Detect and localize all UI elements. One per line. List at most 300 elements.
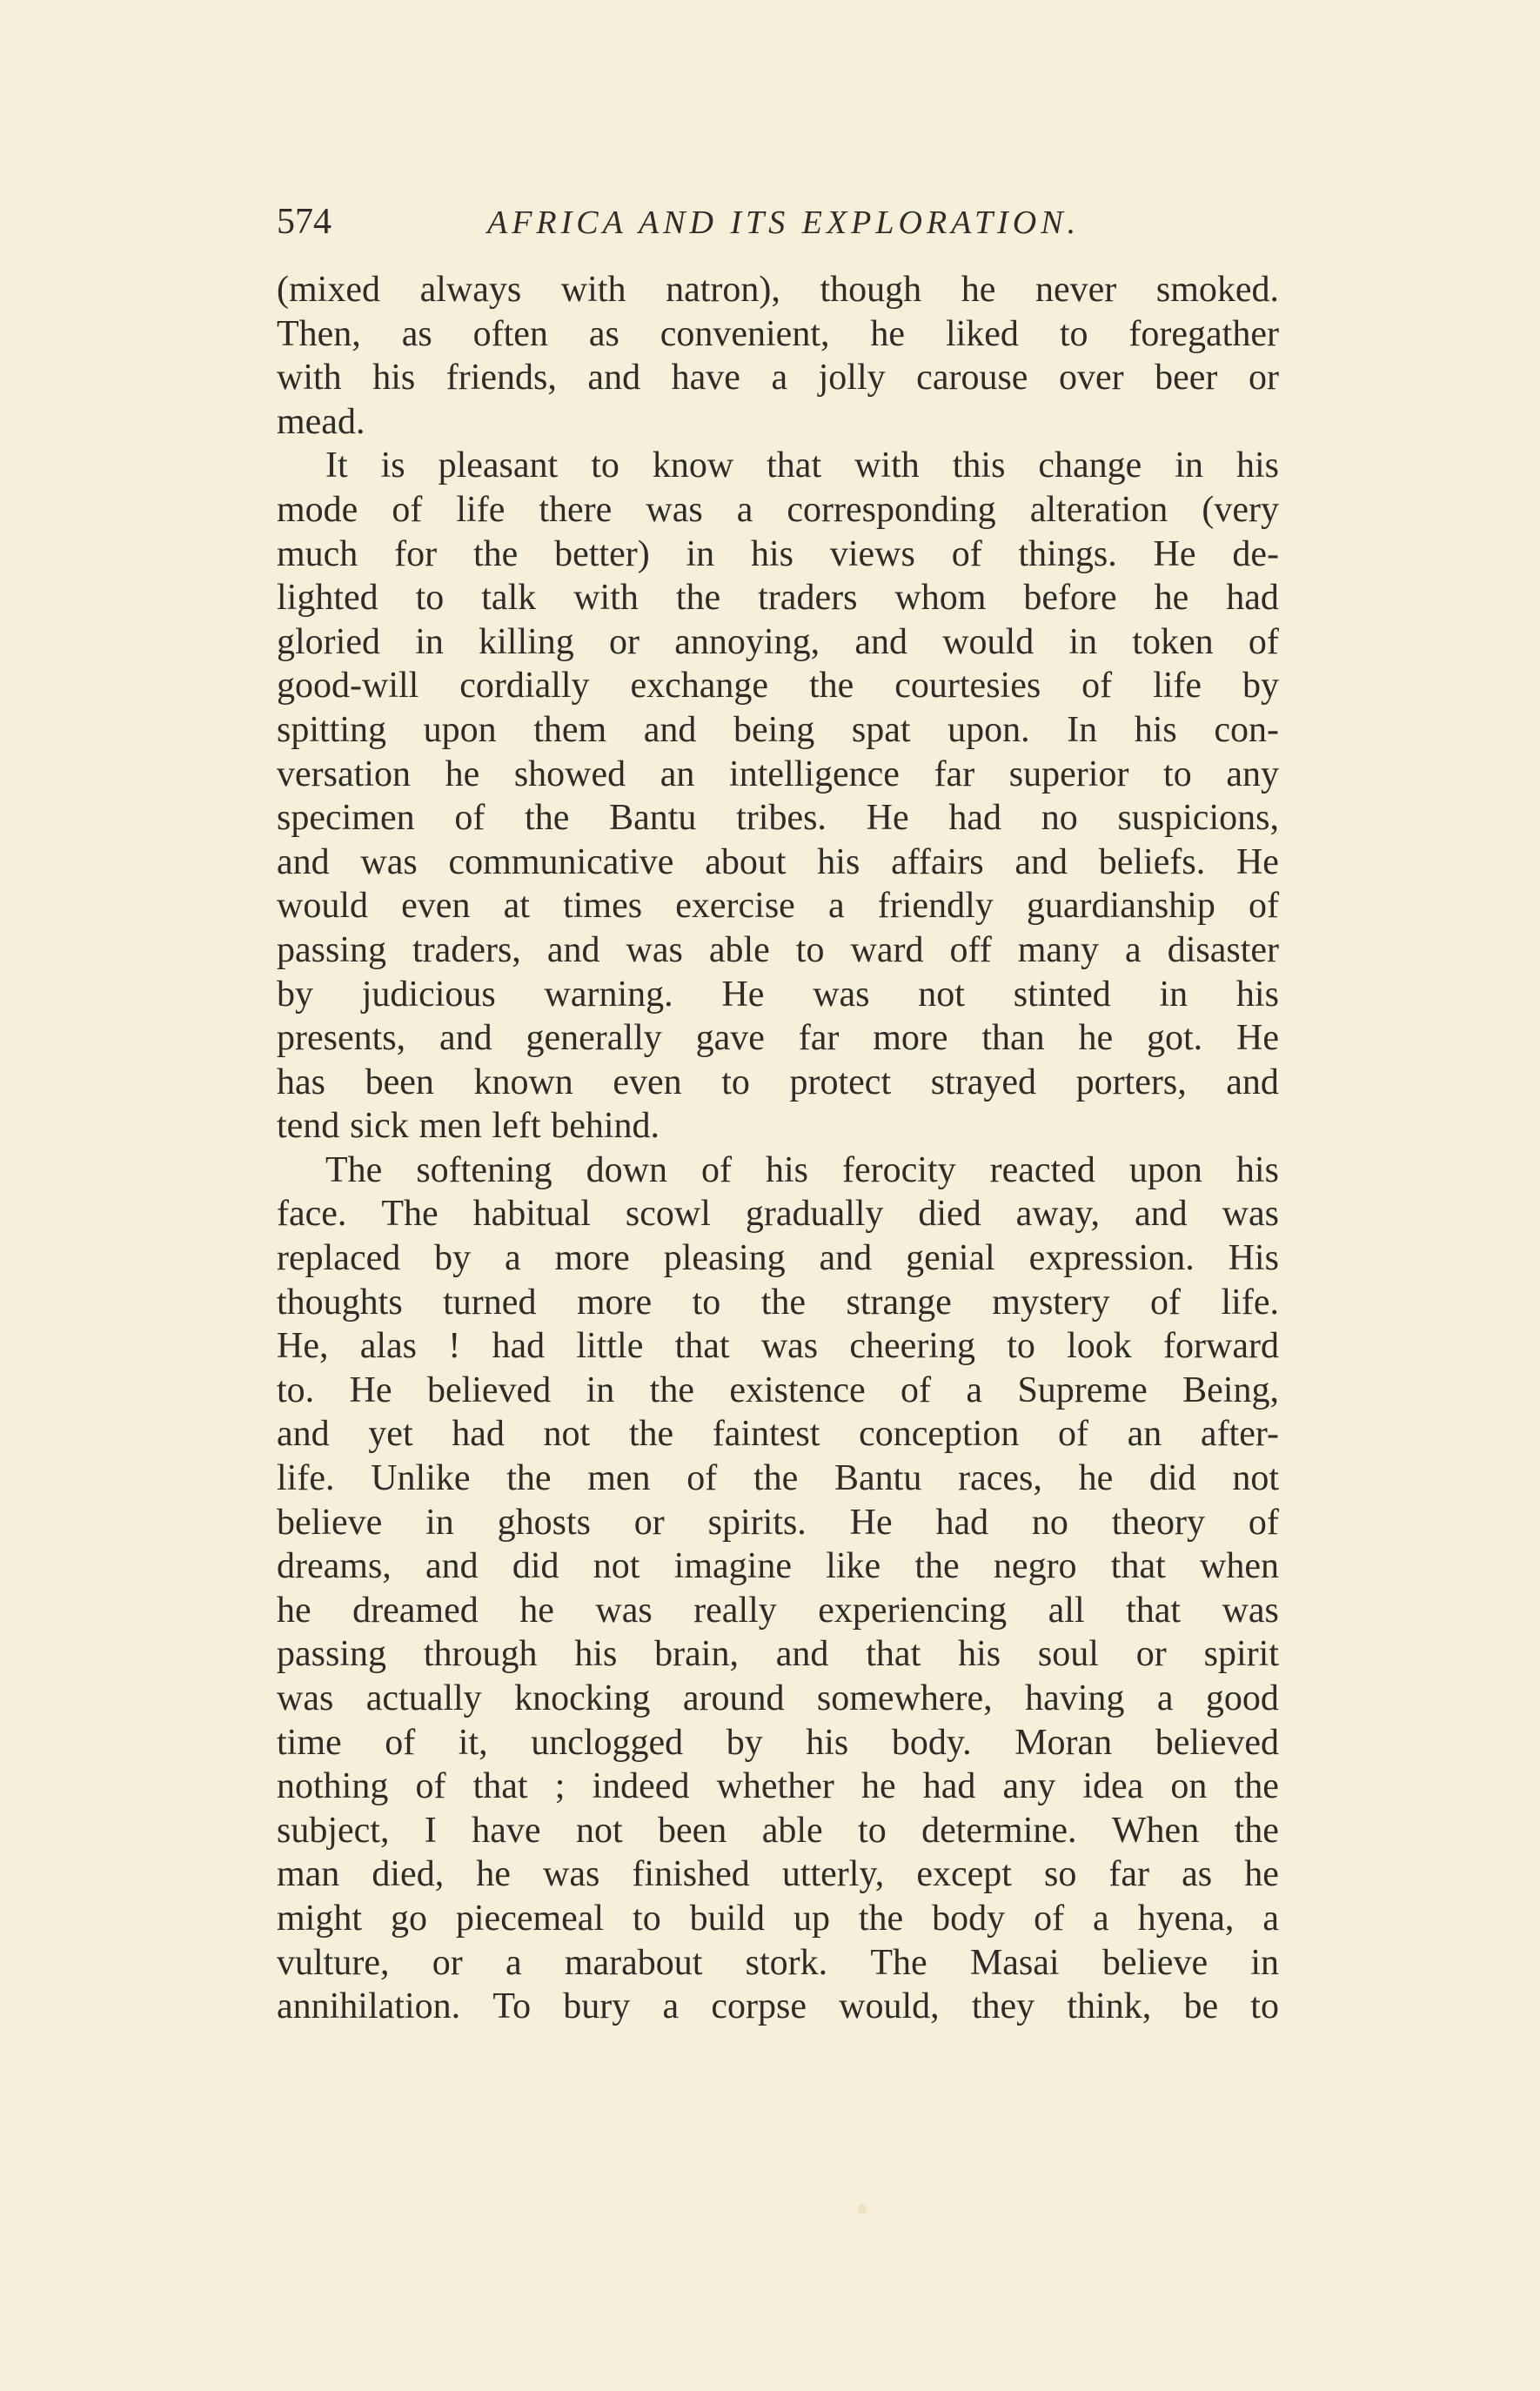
text-line bbox=[277, 1281, 1279, 1325]
word: no bbox=[1031, 1502, 1068, 1543]
word: imagine bbox=[673, 1546, 792, 1587]
word: presents, bbox=[277, 1018, 406, 1059]
text-line bbox=[277, 1809, 1279, 1853]
word: experiencing bbox=[818, 1590, 1008, 1631]
word: carouse bbox=[916, 358, 1028, 398]
word: he bbox=[1078, 1458, 1114, 1499]
word: more bbox=[873, 1018, 948, 1059]
word: strayed bbox=[930, 1062, 1036, 1102]
word: had bbox=[935, 1502, 989, 1543]
word: in bbox=[1068, 621, 1098, 662]
word: bury bbox=[563, 1986, 631, 2027]
word: marabout bbox=[564, 1942, 703, 1983]
word: able bbox=[761, 1810, 823, 1851]
word: an bbox=[660, 753, 695, 794]
word: thoughts bbox=[277, 1282, 403, 1323]
word: to bbox=[1250, 1986, 1279, 2027]
word: Masai bbox=[969, 1942, 1060, 1983]
word: porters, bbox=[1075, 1062, 1187, 1102]
word: not bbox=[543, 1414, 591, 1455]
word: His bbox=[1228, 1238, 1279, 1279]
word: after- bbox=[1200, 1414, 1279, 1455]
word: he bbox=[1078, 1018, 1114, 1059]
word: of bbox=[1150, 1282, 1182, 1323]
word: was bbox=[595, 1590, 653, 1631]
word: to bbox=[1007, 1326, 1035, 1367]
text-line bbox=[277, 268, 1279, 312]
word: it, bbox=[458, 1722, 488, 1763]
word: nothing bbox=[277, 1766, 389, 1807]
word: believed bbox=[1155, 1722, 1279, 1763]
word: softening bbox=[416, 1149, 552, 1190]
word: through bbox=[423, 1634, 538, 1675]
word: face. bbox=[277, 1194, 347, 1235]
word: foregather bbox=[1128, 313, 1279, 354]
word: much bbox=[277, 533, 358, 574]
word: he bbox=[860, 1766, 896, 1807]
word: change bbox=[1038, 445, 1142, 486]
word: The bbox=[325, 1149, 383, 1190]
word: he bbox=[445, 753, 480, 794]
word: liked bbox=[945, 313, 1019, 354]
word: and bbox=[277, 1414, 330, 1455]
word: little bbox=[576, 1326, 644, 1367]
word: in bbox=[415, 621, 444, 662]
word: be bbox=[1183, 1986, 1219, 2027]
word: that bbox=[674, 1326, 730, 1367]
word: time bbox=[277, 1722, 342, 1763]
word: and bbox=[425, 1546, 479, 1587]
word: to bbox=[721, 1062, 750, 1102]
word: times bbox=[563, 886, 643, 927]
word: of bbox=[686, 1458, 718, 1499]
word: with bbox=[277, 358, 342, 398]
word: habitual bbox=[472, 1194, 591, 1235]
word: no bbox=[1041, 798, 1078, 839]
word: might bbox=[277, 1898, 363, 1939]
word: was bbox=[543, 1854, 600, 1895]
word: having bbox=[1025, 1678, 1125, 1718]
word: a bbox=[1156, 1678, 1174, 1718]
word: that bbox=[1110, 1546, 1166, 1587]
word: up bbox=[793, 1898, 830, 1939]
word: The bbox=[381, 1194, 439, 1235]
word: over bbox=[1058, 358, 1124, 398]
word: better) bbox=[554, 533, 650, 574]
word: was bbox=[813, 974, 870, 1015]
word: did bbox=[1148, 1458, 1196, 1499]
word: life bbox=[1153, 666, 1202, 707]
word: protect bbox=[789, 1062, 892, 1102]
word: men bbox=[418, 1106, 482, 1147]
word: a bbox=[662, 1986, 680, 2027]
word: the bbox=[753, 1458, 799, 1499]
word: gradually bbox=[745, 1194, 884, 1235]
word: there bbox=[539, 489, 613, 530]
word: he bbox=[1154, 578, 1189, 619]
word: think, bbox=[1067, 1986, 1152, 2027]
word: faintest bbox=[712, 1414, 820, 1455]
word: and bbox=[643, 709, 697, 750]
word: behind. bbox=[551, 1106, 660, 1147]
word: vulture, bbox=[277, 1942, 390, 1983]
word: judicious bbox=[361, 974, 496, 1015]
word: when bbox=[1199, 1546, 1279, 1587]
word: ferocity bbox=[842, 1149, 956, 1190]
text-line bbox=[277, 356, 1279, 400]
word: his bbox=[958, 1634, 1001, 1675]
word: they bbox=[971, 1986, 1035, 2027]
word: ; bbox=[554, 1766, 566, 1807]
text-line bbox=[277, 1632, 1279, 1677]
word: of bbox=[415, 1766, 446, 1807]
word: that bbox=[472, 1766, 528, 1807]
word: being bbox=[733, 709, 815, 750]
word: He bbox=[1153, 533, 1196, 574]
word: spat bbox=[851, 709, 911, 750]
word: knocking bbox=[514, 1678, 651, 1718]
word: build bbox=[689, 1898, 765, 1939]
word: subject, bbox=[277, 1810, 390, 1851]
word: indeed bbox=[592, 1766, 690, 1807]
word: to bbox=[1059, 313, 1088, 354]
word: stork. bbox=[745, 1942, 828, 1983]
text-line bbox=[277, 1324, 1279, 1369]
word: of bbox=[392, 489, 423, 530]
word: a bbox=[1125, 929, 1142, 970]
word: finished bbox=[632, 1854, 750, 1895]
word: disaster bbox=[1167, 929, 1279, 970]
word: whom bbox=[894, 578, 987, 619]
word: was bbox=[277, 1678, 334, 1718]
text-line bbox=[277, 576, 1279, 620]
word: lighted bbox=[277, 578, 378, 619]
word: spirit bbox=[1203, 1634, 1279, 1675]
word: determine. bbox=[921, 1810, 1077, 1851]
word: a bbox=[966, 1370, 983, 1410]
word: the bbox=[628, 1414, 674, 1455]
word: believed bbox=[426, 1370, 552, 1410]
word: whether bbox=[716, 1766, 834, 1807]
word: affairs bbox=[891, 841, 984, 882]
word: at bbox=[503, 886, 530, 927]
page-number: 574 bbox=[277, 202, 331, 242]
word: He, bbox=[277, 1326, 329, 1367]
word: beliefs. bbox=[1098, 841, 1206, 882]
word: died bbox=[918, 1194, 981, 1235]
word: to bbox=[692, 1282, 721, 1323]
word: passing bbox=[277, 1634, 386, 1675]
word: a bbox=[827, 886, 845, 927]
word: talk bbox=[481, 578, 537, 619]
word: of bbox=[901, 1370, 931, 1410]
word: actually bbox=[365, 1678, 482, 1718]
text-line bbox=[277, 1457, 1279, 1501]
word: the bbox=[525, 798, 570, 839]
word: has bbox=[277, 1062, 325, 1102]
word: guardianship bbox=[1026, 886, 1215, 927]
word: pleasant bbox=[438, 445, 559, 486]
word: with bbox=[854, 445, 920, 486]
word: soul bbox=[1037, 1634, 1099, 1675]
word: Unlike bbox=[371, 1458, 471, 1499]
word: token bbox=[1132, 621, 1214, 662]
word: friendly bbox=[877, 886, 994, 927]
word: to bbox=[858, 1810, 887, 1851]
word: stinted bbox=[1013, 974, 1111, 1015]
word: would bbox=[277, 886, 368, 927]
word: many bbox=[1017, 929, 1100, 970]
word: a bbox=[504, 1238, 521, 1279]
word: unclogged bbox=[531, 1722, 684, 1763]
word: did bbox=[512, 1546, 559, 1587]
word: Bantu bbox=[834, 1458, 922, 1499]
text-line bbox=[277, 1721, 1279, 1765]
word: so bbox=[1043, 1854, 1077, 1895]
word: he bbox=[961, 270, 996, 310]
word: or bbox=[1248, 358, 1279, 398]
word: the bbox=[1234, 1810, 1279, 1851]
word: ward bbox=[850, 929, 924, 970]
word: warning. bbox=[544, 974, 673, 1015]
text-line bbox=[277, 664, 1279, 708]
word: been bbox=[658, 1810, 727, 1851]
word: body. bbox=[891, 1722, 972, 1763]
word: the bbox=[1234, 1766, 1279, 1807]
word: mead. bbox=[277, 401, 365, 442]
word: was bbox=[1222, 1194, 1279, 1235]
word: never bbox=[1034, 270, 1117, 310]
word: con- bbox=[1214, 709, 1279, 750]
word: spitting bbox=[277, 709, 387, 750]
text-line bbox=[277, 928, 1279, 973]
word: he bbox=[476, 1854, 511, 1895]
word: beer bbox=[1155, 358, 1218, 398]
word: or bbox=[633, 1502, 665, 1543]
word: good-will bbox=[277, 666, 419, 707]
word: views bbox=[829, 533, 915, 574]
word: sick bbox=[350, 1106, 409, 1147]
word: not bbox=[593, 1546, 640, 1587]
word: (very bbox=[1202, 489, 1279, 530]
word: corpse bbox=[711, 1986, 807, 2027]
word: of bbox=[1081, 666, 1113, 707]
word: He bbox=[866, 798, 909, 839]
word: even bbox=[613, 1062, 682, 1102]
word: to bbox=[415, 578, 445, 619]
word: good bbox=[1205, 1678, 1279, 1718]
word: and bbox=[1014, 841, 1068, 882]
word: idea bbox=[1082, 1766, 1144, 1807]
word: convenient, bbox=[660, 313, 830, 354]
text-line bbox=[277, 1544, 1279, 1589]
word: conception bbox=[859, 1414, 1020, 1455]
word: to bbox=[633, 1898, 661, 1939]
word: for bbox=[394, 533, 438, 574]
word: to. bbox=[277, 1370, 315, 1410]
word: piecemeal bbox=[455, 1898, 605, 1939]
word: had bbox=[452, 1414, 505, 1455]
word: away, bbox=[1015, 1194, 1101, 1235]
word: his bbox=[806, 1722, 849, 1763]
word: mystery bbox=[992, 1282, 1110, 1323]
word: as bbox=[588, 313, 619, 354]
word: an bbox=[1127, 1414, 1162, 1455]
word: he bbox=[870, 313, 906, 354]
word: intelligence bbox=[729, 753, 900, 794]
word: with bbox=[573, 578, 639, 619]
word: passing bbox=[277, 929, 386, 970]
word: by bbox=[277, 974, 313, 1015]
body-text bbox=[277, 268, 1279, 2029]
word: his bbox=[817, 841, 860, 882]
word: a bbox=[771, 358, 788, 398]
word: not bbox=[918, 974, 965, 1015]
word: utterly, bbox=[781, 1854, 885, 1895]
word: left bbox=[492, 1106, 541, 1147]
text-line bbox=[277, 1589, 1279, 1633]
word: far bbox=[934, 753, 975, 794]
word: he bbox=[277, 1590, 311, 1631]
word: pleasing bbox=[663, 1238, 786, 1279]
word: dreams, bbox=[277, 1546, 392, 1587]
word: known bbox=[473, 1062, 573, 1102]
word: Being, bbox=[1182, 1370, 1279, 1410]
word: the bbox=[809, 666, 854, 707]
word: Then, bbox=[277, 313, 361, 354]
word: was bbox=[760, 1326, 819, 1367]
word: The bbox=[870, 1942, 927, 1983]
word: been bbox=[365, 1062, 434, 1102]
word: often bbox=[472, 313, 548, 354]
word: brain, bbox=[654, 1634, 739, 1675]
word: before bbox=[1023, 578, 1117, 619]
text-line bbox=[277, 796, 1279, 841]
word: had bbox=[1226, 578, 1279, 619]
text-line bbox=[277, 1897, 1279, 1941]
text-line bbox=[277, 841, 1279, 885]
word: than bbox=[981, 1018, 1045, 1059]
word: really bbox=[693, 1590, 777, 1631]
word: and bbox=[277, 841, 330, 882]
word: or bbox=[432, 1942, 463, 1983]
word: or bbox=[1135, 1634, 1167, 1675]
word: by bbox=[726, 1722, 763, 1763]
word: his bbox=[1134, 709, 1177, 750]
word: had bbox=[948, 798, 1002, 839]
word: as bbox=[1182, 1854, 1213, 1895]
word: he bbox=[519, 1590, 554, 1631]
word: cordially bbox=[459, 666, 590, 707]
word: friends, bbox=[445, 358, 557, 398]
word: ! bbox=[448, 1326, 461, 1367]
word: like bbox=[826, 1546, 881, 1587]
word: a bbox=[736, 489, 753, 530]
word: a bbox=[1262, 1898, 1279, 1939]
word: spirits. bbox=[707, 1502, 807, 1543]
word: would, bbox=[839, 1986, 940, 2027]
word: the bbox=[675, 578, 721, 619]
text-line bbox=[277, 1236, 1279, 1281]
word: races, bbox=[958, 1458, 1042, 1499]
word: In bbox=[1067, 709, 1098, 750]
word: and bbox=[587, 358, 641, 398]
word: gave bbox=[695, 1018, 765, 1059]
word: ghosts bbox=[497, 1502, 591, 1543]
word: of bbox=[1057, 1414, 1088, 1455]
word: go bbox=[390, 1898, 427, 1939]
word: forward bbox=[1163, 1326, 1279, 1367]
word: He bbox=[1236, 1018, 1279, 1059]
text-line bbox=[277, 620, 1279, 665]
word: Bantu bbox=[609, 798, 697, 839]
word: look bbox=[1067, 1326, 1132, 1367]
word: his bbox=[766, 1149, 809, 1190]
word: believe bbox=[277, 1502, 383, 1543]
word: Moran bbox=[1014, 1722, 1113, 1763]
word: generally bbox=[526, 1018, 662, 1059]
text-line bbox=[277, 1852, 1279, 1897]
word: gloried bbox=[277, 621, 380, 662]
word: all bbox=[1048, 1590, 1085, 1631]
word: It bbox=[325, 445, 348, 486]
word: a bbox=[505, 1942, 522, 1983]
word: the bbox=[760, 1282, 807, 1323]
word: mode bbox=[277, 489, 358, 530]
word: believe bbox=[1101, 1942, 1209, 1983]
text-line bbox=[277, 708, 1279, 753]
word: about bbox=[705, 841, 787, 882]
word: far bbox=[798, 1018, 840, 1059]
word: of bbox=[1034, 1898, 1065, 1939]
word: genial bbox=[906, 1238, 995, 1279]
word: of bbox=[1248, 621, 1279, 662]
text-line bbox=[277, 1104, 1279, 1149]
paragraph-first-line bbox=[277, 444, 1279, 488]
word: his bbox=[574, 1634, 618, 1675]
word: exercise bbox=[675, 886, 795, 927]
word: killing bbox=[479, 621, 574, 662]
word: Supreme bbox=[1017, 1370, 1148, 1410]
word: was bbox=[646, 489, 703, 530]
word: upon bbox=[423, 709, 497, 750]
text-line bbox=[277, 1677, 1279, 1721]
word: with bbox=[560, 270, 626, 310]
word: any bbox=[1226, 753, 1279, 794]
word: theory bbox=[1111, 1502, 1206, 1543]
word: know bbox=[652, 445, 734, 486]
word: natron), bbox=[666, 270, 780, 310]
word: his bbox=[1235, 974, 1279, 1015]
word: he bbox=[1244, 1854, 1279, 1895]
text-line bbox=[277, 1061, 1279, 1105]
word: was bbox=[626, 929, 683, 970]
word: superior bbox=[1008, 753, 1129, 794]
text-line bbox=[277, 1941, 1279, 1986]
word: on bbox=[1170, 1766, 1208, 1807]
word: replaced bbox=[277, 1238, 401, 1279]
word: of bbox=[701, 1149, 732, 1190]
word: have bbox=[671, 358, 740, 398]
word: is bbox=[380, 445, 405, 486]
word: and bbox=[854, 621, 907, 662]
word: hyena, bbox=[1137, 1898, 1235, 1939]
word: man bbox=[277, 1854, 340, 1895]
word: got. bbox=[1146, 1018, 1203, 1059]
word: his bbox=[751, 533, 794, 574]
word: negro bbox=[993, 1546, 1077, 1587]
word: the bbox=[506, 1458, 552, 1499]
